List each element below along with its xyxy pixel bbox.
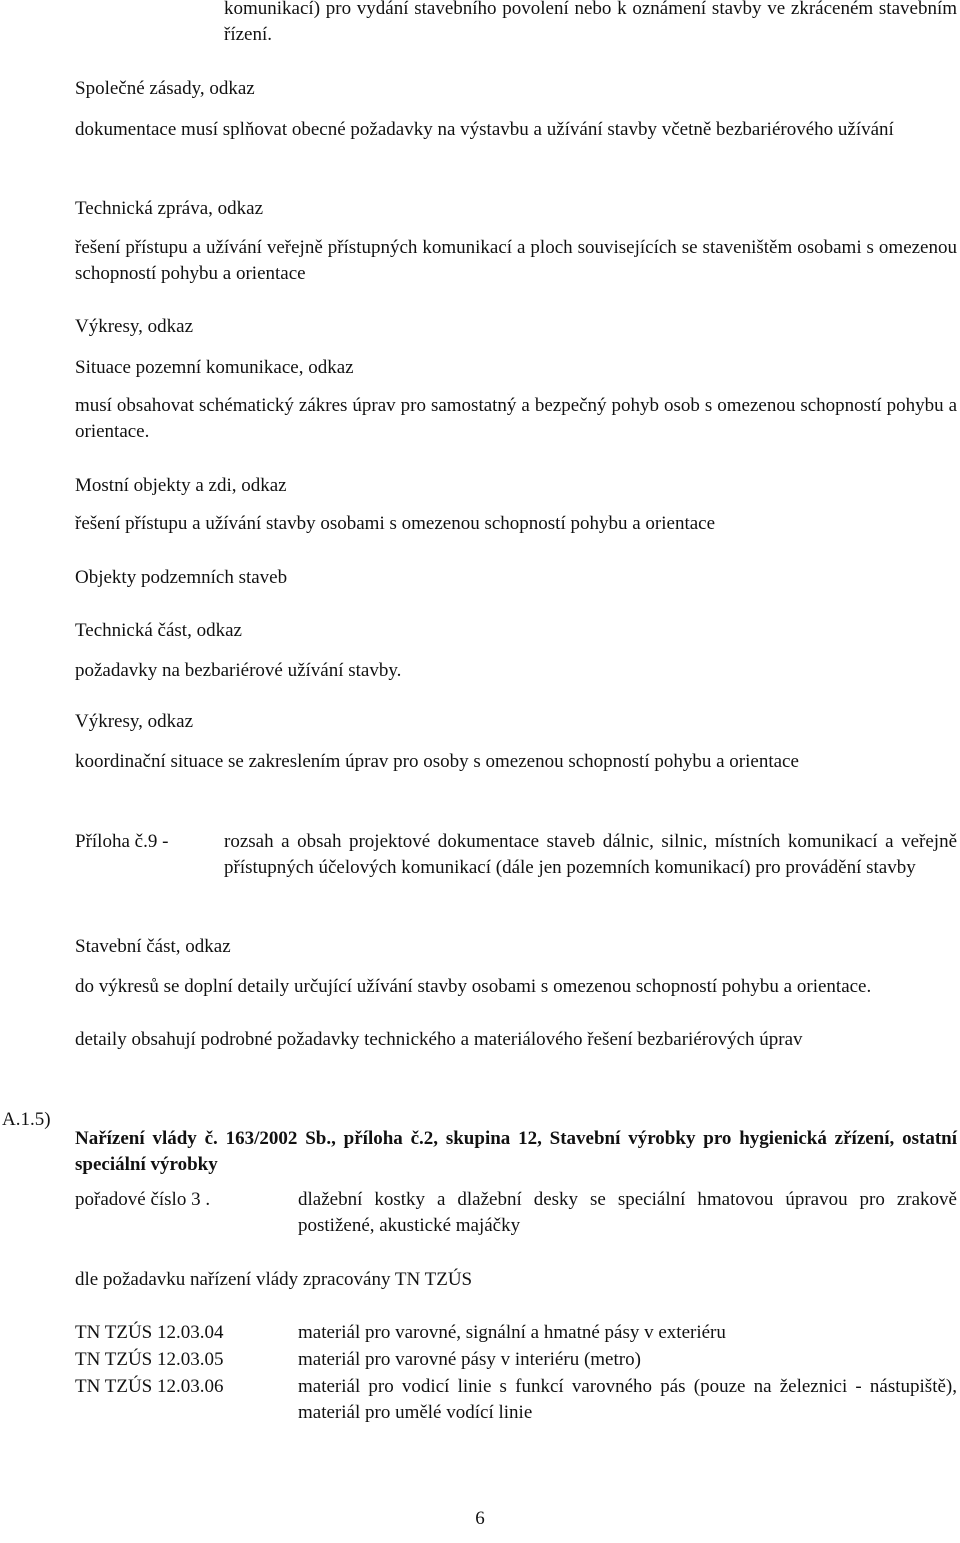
- text-construction-details-1: do výkresů se doplní detaily určující užívání stavby osobami s omezenou schopností pohybu a orientace.: [75, 976, 872, 997]
- text-bridges-walls: řešení přístupu a užívání stavby osobami s omezenou schopností pohybu a orientace: [75, 513, 716, 534]
- text-common-principles: dokumentace musí splňovat obecné požadavky na výstavbu a užívání stavby včetně bezbariérového užívání: [75, 119, 894, 140]
- tn-code: TN TZÚS 12.03.06: [75, 1376, 224, 1397]
- annex-9-label: Příloha č.9 -: [75, 831, 169, 852]
- heading-underground: Objekty podzemních staveb: [75, 567, 288, 588]
- section-title: Nařízení vlády č. 163/2002 Sb., příloha č.2, skupina 12, Stavební výrobky pro hygienická zřízení, ostatní speciální výrobky: [75, 1128, 957, 1175]
- text-technical-report: řešení přístupu a užívání veřejně přístupných komunikací a ploch souvisejících se staveništěm osobami s omezenou schopností pohybu a orientace: [75, 237, 957, 284]
- tn-code: TN TZÚS 12.03.04: [75, 1322, 224, 1343]
- order-label: pořadové číslo 3 .: [75, 1189, 211, 1210]
- heading-drawings: Výkresy, odkaz: [75, 316, 194, 337]
- heading-technical-report: Technická zpráva, odkaz: [75, 198, 264, 219]
- subheading-technical-part: Technická část, odkaz: [75, 620, 242, 641]
- heading-common-principles: Společné zásady, odkaz: [75, 78, 255, 99]
- continuation-text: komunikací) pro vydání stavebního povolení nebo k oznámení stavby ve zkráceném stavebním řízení.: [224, 0, 957, 45]
- tn-desc: materiál pro vodicí linie s funkcí varovného pás (pouze na železnici - nástupiště), materiál pro umělé vodící linie: [298, 1376, 957, 1423]
- text-road-situation: musí obsahovat schématický zákres úprav pro samostatný a bezpečný pohyb osob s omezenou schopností pohybu a orientace.: [75, 395, 957, 442]
- text-construction-details-2: detaily obsahují podrobné požadavky technického a materiálového řešení bezbariérových úprav: [75, 1029, 803, 1050]
- order-text: dlažební kostky a dlažební desky se speciální hmatovou úpravou pro zrakově postižené, akustické majáčky: [298, 1189, 957, 1236]
- subheading-road-situation: Situace pozemní komunikace, odkaz: [75, 357, 354, 378]
- requirement-line: dle požadavku nařízení vlády zpracovány TN TZÚS: [75, 1269, 473, 1290]
- annex-9-text: rozsah a obsah projektové dokumentace staveb dálnic, silnic, místních komunikací a veřejně přístupných účelových komunikací (dále jen pozemních komunikací) pro provádění stavby: [224, 831, 957, 878]
- tn-desc: materiál pro varovné, signální a hmatné pásy v exteriéru: [298, 1322, 726, 1343]
- heading-bridges-walls: Mostní objekty a zdi, odkaz: [75, 475, 287, 496]
- text-coordination-situation: koordinační situace se zakreslením úprav pro osoby s omezenou schopností pohybu a orientace: [75, 751, 799, 772]
- page-number: 6: [475, 1508, 485, 1529]
- heading-drawings-2: Výkresy, odkaz: [75, 711, 194, 732]
- text-technical-part: požadavky na bezbariérové užívání stavby.: [75, 660, 402, 681]
- tn-code: TN TZÚS 12.03.05: [75, 1349, 224, 1370]
- heading-construction-part: Stavební část, odkaz: [75, 936, 231, 957]
- tn-desc: materiál pro varovné pásy v interiéru (metro): [298, 1349, 641, 1370]
- section-number: A.1.5): [2, 1109, 51, 1130]
